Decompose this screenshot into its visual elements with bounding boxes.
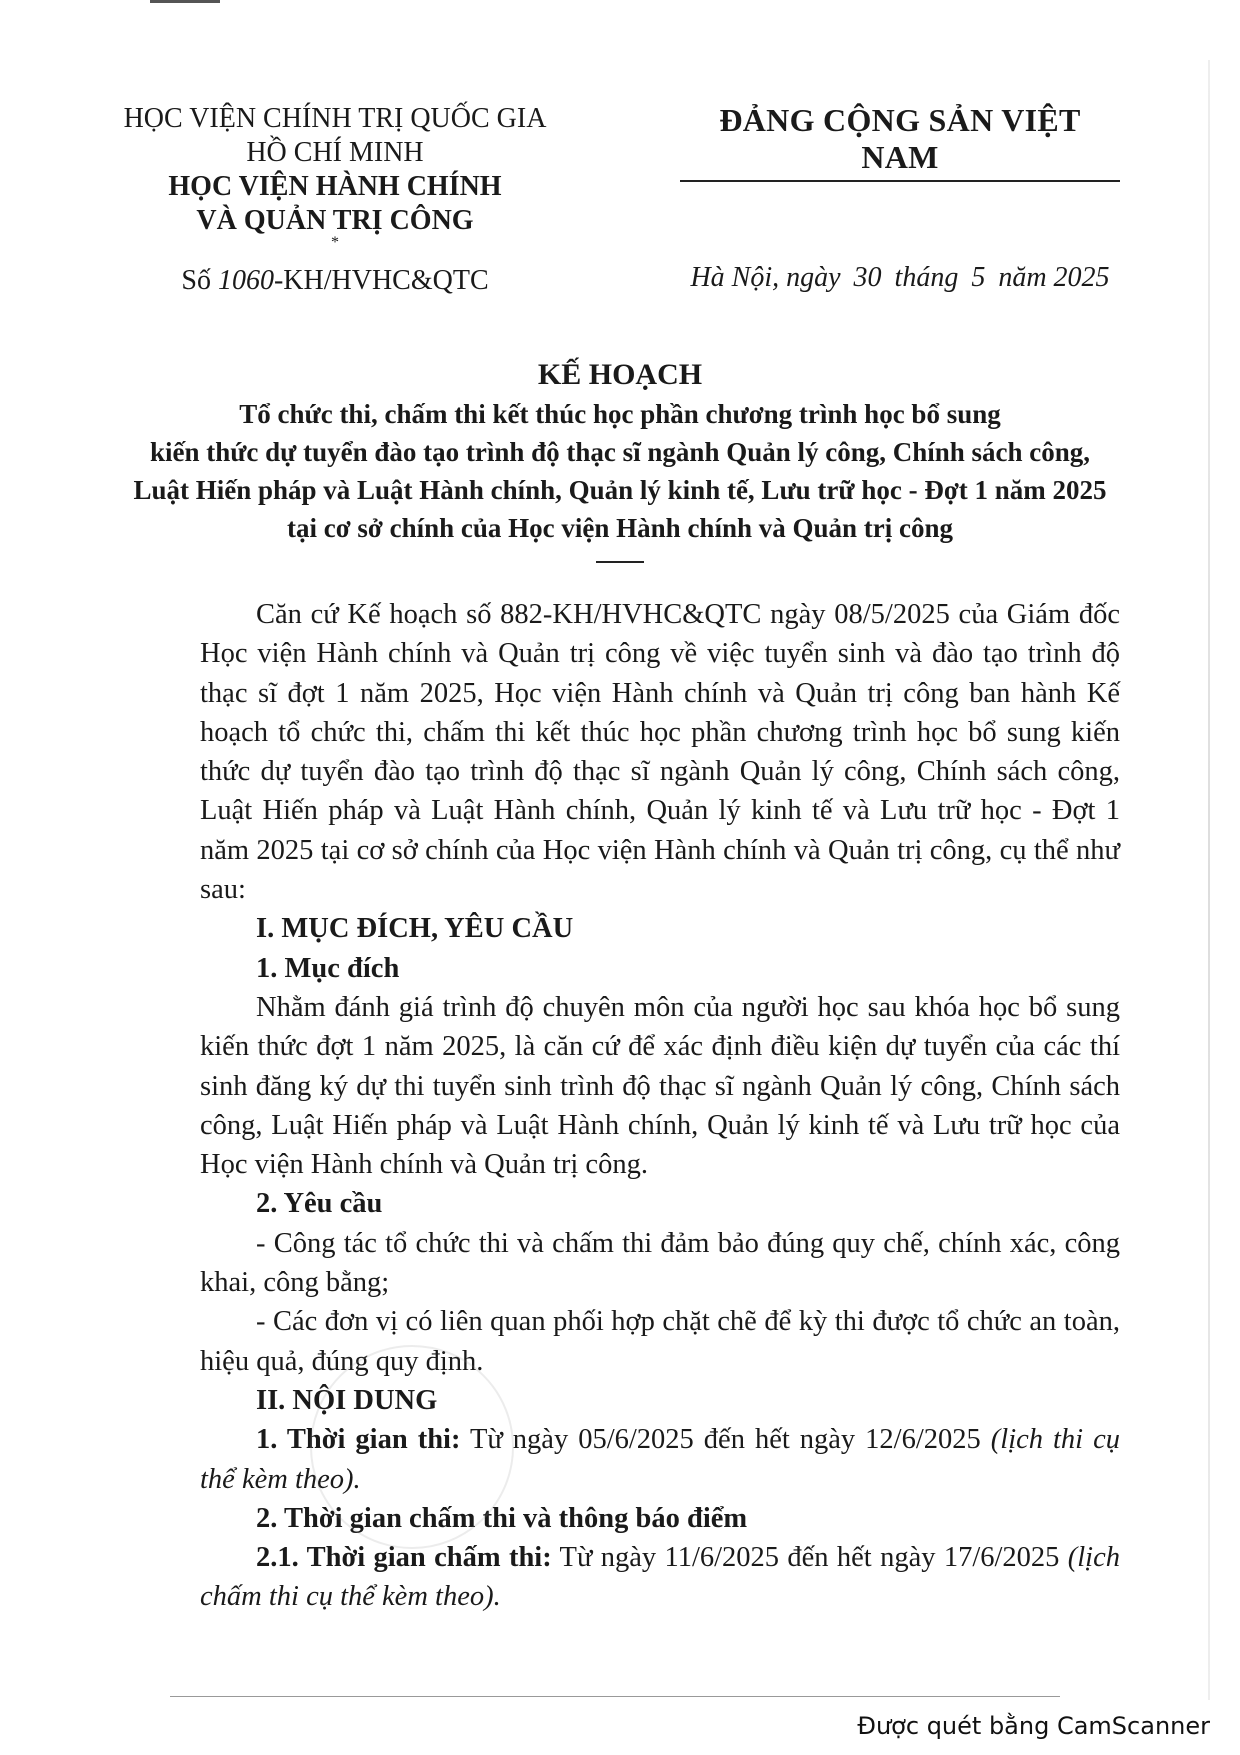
subsection-heading: 2. Thời gian chấm thi và thông báo điểm — [256, 1502, 748, 1534]
exam-time-label: 1. Thời gian thi: — [256, 1424, 461, 1456]
scanner-watermark: Được quét bằng CamScanner — [857, 1712, 1210, 1740]
doc-suffix: -KH/HVHC&QTC — [273, 265, 489, 296]
date-month-label: tháng — [894, 262, 959, 293]
party-header — [680, 102, 1120, 182]
title-line: tại cơ sở chính của Học viện Hành chính và Quản trị công — [287, 513, 953, 543]
exam-time-text: Từ ngày 05/6/2025 đến hết ngày 12/6/2025 — [460, 1424, 991, 1456]
grading-time-note: (lịch chấm thi cụ thể kèm theo). — [200, 1542, 1120, 1613]
doc-prefix: Số — [181, 265, 211, 296]
grading-time-paragraph — [200, 1538, 1120, 1617]
date-line — [670, 262, 1130, 294]
scan-artifact — [1208, 60, 1210, 1700]
date-place: Hà Nội, ngày — [690, 262, 841, 293]
date-year: năm 2025 — [998, 262, 1110, 293]
scan-artifact — [150, 0, 220, 3]
title-line: Luật Hiến pháp và Luật Hành chính, Quản lý kinh tế, Lưu trữ học - Đợt 1 năm 2025 — [133, 475, 1107, 505]
org-line: HỒ CHÍ MINH — [246, 137, 424, 168]
document-title — [100, 355, 1140, 563]
section-heading: II. NỘI DUNG — [256, 1384, 438, 1416]
title-main: KẾ HOẠCH — [537, 358, 703, 391]
title-divider — [596, 561, 644, 563]
org-name: HỌC VIỆN HÀNH CHÍNH — [168, 171, 502, 202]
grading-time-label: 2.1. Thời gian chấm thi: — [256, 1542, 552, 1574]
issuing-organization — [110, 102, 560, 298]
party-name: ĐẢNG CỘNG SẢN VIỆT NAM — [680, 102, 1120, 182]
date-month: 5 — [971, 262, 986, 293]
org-name: VÀ QUẢN TRỊ CÔNG — [196, 205, 474, 236]
requirement-item: - Công tác tổ chức thi và chấm thi đảm bảo đúng quy chế, chính xác, công khai, công bằng; — [200, 1227, 1120, 1299]
date-day: 30 — [853, 262, 882, 293]
section-heading: I. MỤC ĐÍCH, YÊU CẦU — [256, 913, 574, 945]
requirement-item: - Các đơn vị có liên quan phối hợp chặt chẽ để kỳ thi được tổ chức an toàn, hiệu quả, đúng quy định. — [200, 1306, 1120, 1377]
title-line: kiến thức dự tuyển đào tạo trình độ thạc sĩ ngành Quản lý công, Chính sách công, — [149, 437, 1091, 467]
purpose-paragraph: Nhằm đánh giá trình độ chuyên môn của người học sau khóa học bổ sung kiến thức đợt 1 năm 2025, là căn cứ để xác định điều kiện dự tuyển của các thí sinh đăng ký dự thi tuyển sinh trình độ thạc sĩ ngành Quản lý công, Chính sách công, Luật Hiến pháp và Luật Hành chính, Quản lý kinh tế và Lưu trữ học của Học viện Hành chính và Quản trị công. — [200, 991, 1120, 1181]
title-line: Tổ chức thi, chấm thi kết thúc học phần chương trình học bổ sung — [239, 399, 1001, 429]
faint-stamp — [310, 1345, 514, 1549]
grading-time-text: Từ ngày 11/6/2025 đến hết ngày 17/6/2025 — [551, 1542, 1068, 1574]
subsection-heading: 1. Mục đích — [256, 952, 400, 984]
org-line: HỌC VIỆN CHÍNH TRỊ QUỐC GIA — [123, 103, 547, 134]
subsection-heading: 2. Yêu cầu — [256, 1188, 383, 1220]
doc-number-handwritten: 1060 — [217, 265, 274, 296]
document-number — [110, 264, 560, 298]
intro-paragraph: Căn cứ Kế hoạch số 882-KH/HVHC&QTC ngày 08/5/2025 của Giám đốc Học viện Hành chính và Quản trị công về việc tuyển sinh và đào tạo trình độ thạc sĩ đợt 1 năm 2025, Học viện Hành chính và Quản trị công ban hành Kế hoạch tổ chức thi, chấm thi kết thúc học phần chương trình học bổ sung kiến thức dự tuyển đào tạo trình độ thạc sĩ ngành Quản lý công, Chính sách công, Luật Hiến pháp và Luật Hành chính, Quản lý kinh tế và Lưu trữ học - Đợt 1 năm 2025 tại cơ sở chính của Học viện Hành chính và Quản trị công, cụ thể như sau: — [200, 599, 1120, 906]
scan-footer-line — [170, 1696, 1060, 1697]
exam-time-note: (lịch thi cụ thể kèm theo). — [200, 1424, 1121, 1495]
star-mark: * — [331, 234, 339, 251]
